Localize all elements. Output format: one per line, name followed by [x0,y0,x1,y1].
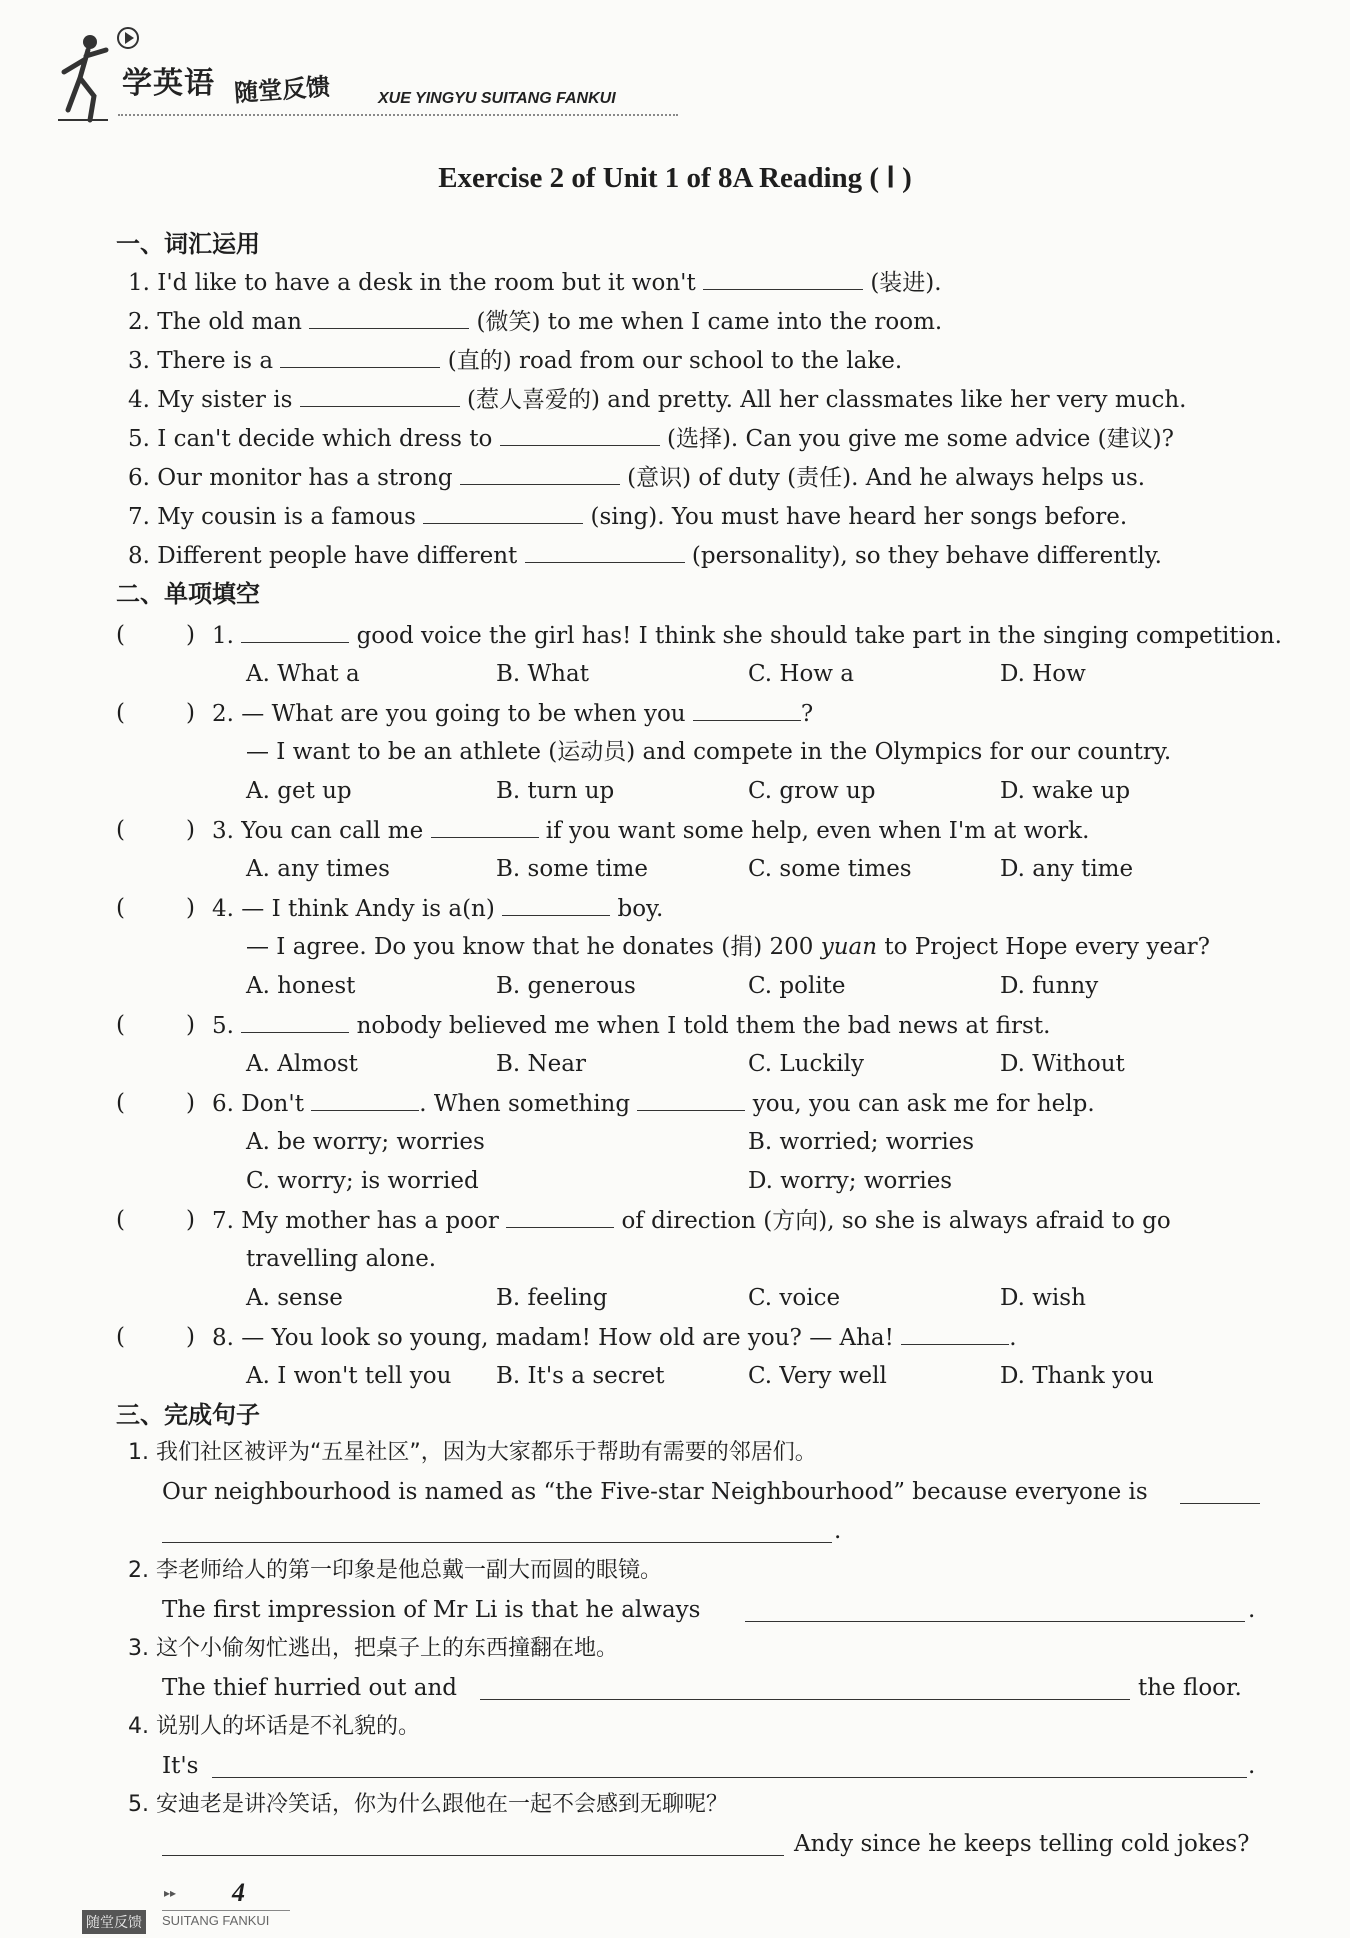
q1-option-c[interactable]: C. How a [748,661,855,687]
sentence-4-period: . [1248,1753,1256,1779]
q4-option-b[interactable]: B. generous [496,973,636,999]
q1-option-b[interactable]: B. What [496,661,589,687]
section-heading-vocabulary: 一、词汇运用 [116,230,260,258]
q7-option-a[interactable]: A. sense [246,1285,343,1311]
q6-option-d[interactable]: D. worry; worries [748,1168,953,1194]
sentence-1-blank-b[interactable] [162,1541,832,1543]
answer-bracket-left: ( [116,1207,125,1233]
sentence-5-blank[interactable] [162,1854,784,1856]
page-title: Exercise 2 of Unit 1 of 8A Reading ( Ⅰ ) [438,162,912,194]
q7-option-d[interactable]: D. wish [1000,1285,1086,1311]
sentence-3-blank[interactable] [480,1698,1130,1700]
q8-option-d[interactable]: D. Thank you [1000,1363,1154,1389]
vocab-blank-1[interactable] [703,267,863,290]
sentence-5-tail: Andy since he keeps telling cold jokes? [794,1831,1250,1857]
sentence-1-blank-a[interactable] [1180,1502,1260,1504]
footer-divider [162,1910,290,1911]
q5-blank[interactable] [241,1010,349,1033]
answer-bracket-right: ) [186,817,195,843]
sentence-1-period: . [834,1518,842,1544]
answer-bracket-left: ( [116,1012,125,1038]
q6-blank-2[interactable] [637,1088,745,1111]
section-heading-multiple-choice: 二、单项填空 [116,580,260,608]
sentence-2-period: . [1248,1597,1256,1623]
q4-option-a[interactable]: A. honest [246,973,356,999]
vocab-item-1: 1. I'd like to have a desk in the room but it won't (装进). [128,267,942,298]
question-6: 6. Don't . When something you, you can ask me for help. [212,1088,1095,1119]
q6-option-c[interactable]: C. worry; is worried [246,1168,479,1194]
sentence-2-english: The first impression of Mr Li is that he always [162,1597,701,1623]
sentence-4-english: It's [162,1753,199,1779]
q2-blank[interactable] [693,698,801,721]
vocab-blank-2[interactable] [309,306,469,329]
q1-blank[interactable] [241,620,349,643]
vocab-blank-4[interactable] [300,384,460,407]
q7-option-b[interactable]: B. feeling [496,1285,608,1311]
header-title: 学英语 [122,66,215,101]
answer-bracket-left: ( [116,817,125,843]
q5-option-a[interactable]: A. Almost [246,1051,358,1077]
sentence-4-chinese: 4. 说别人的坏话是不礼貌的。 [128,1714,420,1739]
answer-bracket-right: ) [186,895,195,921]
q7-option-c[interactable]: C. voice [748,1285,841,1311]
vocab-blank-7[interactable] [423,501,583,524]
q7-continuation: travelling alone. [246,1246,437,1272]
question-1: 1. good voice the girl has! I think she should take part in the singing competition. [212,620,1282,651]
q2-option-a[interactable]: A. get up [246,778,352,804]
q4-option-c[interactable]: C. polite [748,973,846,999]
answer-bracket-left: ( [116,1090,125,1116]
q6-blank-1[interactable] [311,1088,419,1111]
answer-bracket-left: ( [116,1324,125,1350]
answer-bracket-right: ) [186,1012,195,1038]
sentence-2-blank[interactable] [745,1620,1245,1622]
q4-option-d[interactable]: D. funny [1000,973,1099,999]
sentence-4-blank[interactable] [212,1776,1247,1778]
answer-bracket-right: ) [186,700,195,726]
sentence-3-english: The thief hurried out and [162,1675,458,1701]
sentence-1-chinese: 1. 我们社区被评为“五星社区”，因为大家都乐于帮助有需要的邻居们。 [128,1440,817,1465]
q6-option-a[interactable]: A. be worry; worries [246,1129,485,1155]
q2-option-c[interactable]: C. grow up [748,778,876,804]
sentence-3-chinese: 3. 这个小偷匆忙逃出，把桌子上的东西撞翻在地。 [128,1636,618,1661]
answer-bracket-left: ( [116,700,125,726]
q7-blank[interactable] [506,1205,614,1228]
vocab-item-4: 4. My sister is (惹人喜爱的) and pretty. All her classmates like her very much. [128,384,1186,415]
question-2: 2. — What are you going to be when you ? [212,698,813,729]
q8-option-c[interactable]: C. Very well [748,1363,887,1389]
q3-option-d[interactable]: D. any time [1000,856,1134,882]
vocab-item-3: 3. There is a (直的) road from our school to the lake. [128,345,902,376]
q1-option-d[interactable]: D. How [1000,661,1086,687]
page-number: 4 [232,1878,245,1907]
answer-bracket-right: ) [186,1324,195,1350]
page-header [50,20,690,130]
vocab-blank-5[interactable] [500,423,660,446]
answer-bracket-right: ) [186,622,195,648]
q5-option-b[interactable]: B. Near [496,1051,586,1077]
vocab-item-8: 8. Different people have different (personality), so they behave differently. [128,540,1162,571]
q2-reply: — I want to be an athlete (运动员) and compete in the Olympics for our country. [246,739,1172,765]
q6-option-b[interactable]: B. worried; worries [748,1129,975,1155]
section-heading-complete-sentences: 三、完成句子 [116,1401,260,1429]
question-4: 4. — I think Andy is a(n) boy. [212,893,663,924]
question-8: 8. — You look so young, madam! How old are you? — Aha! . [212,1322,1017,1353]
q3-option-c[interactable]: C. some times [748,856,912,882]
q8-option-a[interactable]: A. I won't tell you [246,1363,452,1389]
vocab-item-7: 7. My cousin is a famous (sing). You must have heard her songs before. [128,501,1127,532]
vocab-blank-6[interactable] [460,462,620,485]
header-pinyin: XUE YINGYU SUITANG FANKUI [378,90,616,107]
q8-option-b[interactable]: B. It's a secret [496,1363,665,1389]
q8-blank[interactable] [901,1322,1009,1345]
vocab-item-5: 5. I can't decide which dress to (选择). Can you give me some advice (建议)? [128,423,1174,454]
answer-bracket-right: ) [186,1090,195,1116]
q3-option-b[interactable]: B. some time [496,856,648,882]
sentence-5-chinese: 5. 安迪老是讲冷笑话，你为什么跟他在一起不会感到无聊呢？ [128,1792,728,1817]
vocab-blank-3[interactable] [280,345,440,368]
answer-bracket-left: ( [116,895,125,921]
q3-blank[interactable] [431,815,539,838]
header-brand: 随堂反馈 [233,72,332,108]
answer-bracket-right: ) [186,1207,195,1233]
question-3: 3. You can call me if you want some help, even when I'm at work. [212,815,1089,846]
header-divider [118,114,678,116]
vocab-blank-8[interactable] [525,540,685,563]
q2-option-b[interactable]: B. turn up [496,778,615,804]
vocab-item-6: 6. Our monitor has a strong (意识) of duty (责任). And he always helps us. [128,462,1145,493]
sentence-2-chinese: 2. 李老师给人的第一印象是他总戴一副大而圆的眼镜。 [128,1558,662,1583]
q1-option-a[interactable]: A. What a [246,661,360,687]
q3-option-a[interactable]: A. any times [246,856,390,882]
q5-option-d[interactable]: D. Without [1000,1051,1125,1077]
footer-arrows-icon: ▸▸ [164,1886,177,1900]
question-7: 7. My mother has a poor of direction (方向), so she is always afraid to go [212,1205,1171,1236]
vocab-item-2: 2. The old man (微笑) to me when I came into the room. [128,306,942,337]
question-5: 5. nobody believed me when I told them the bad news at first. [212,1010,1050,1041]
q5-option-c[interactable]: C. Luckily [748,1051,865,1077]
sentence-3-tail: the floor. [1138,1675,1242,1701]
q2-option-d[interactable]: D. wake up [1000,778,1131,804]
q4-reply: — I agree. Do you know that he donates (捐) 200 yuan to Project Hope every year? [246,934,1210,960]
sentence-1-english: Our neighbourhood is named as “the Five-star Neighbourhood” because everyone is [162,1479,1148,1505]
q4-blank[interactable] [502,893,610,916]
footer-text: SUITANG FANKUI [162,1913,270,1928]
footer-badge: 随堂反馈 [82,1910,146,1934]
answer-bracket-left: ( [116,622,125,648]
